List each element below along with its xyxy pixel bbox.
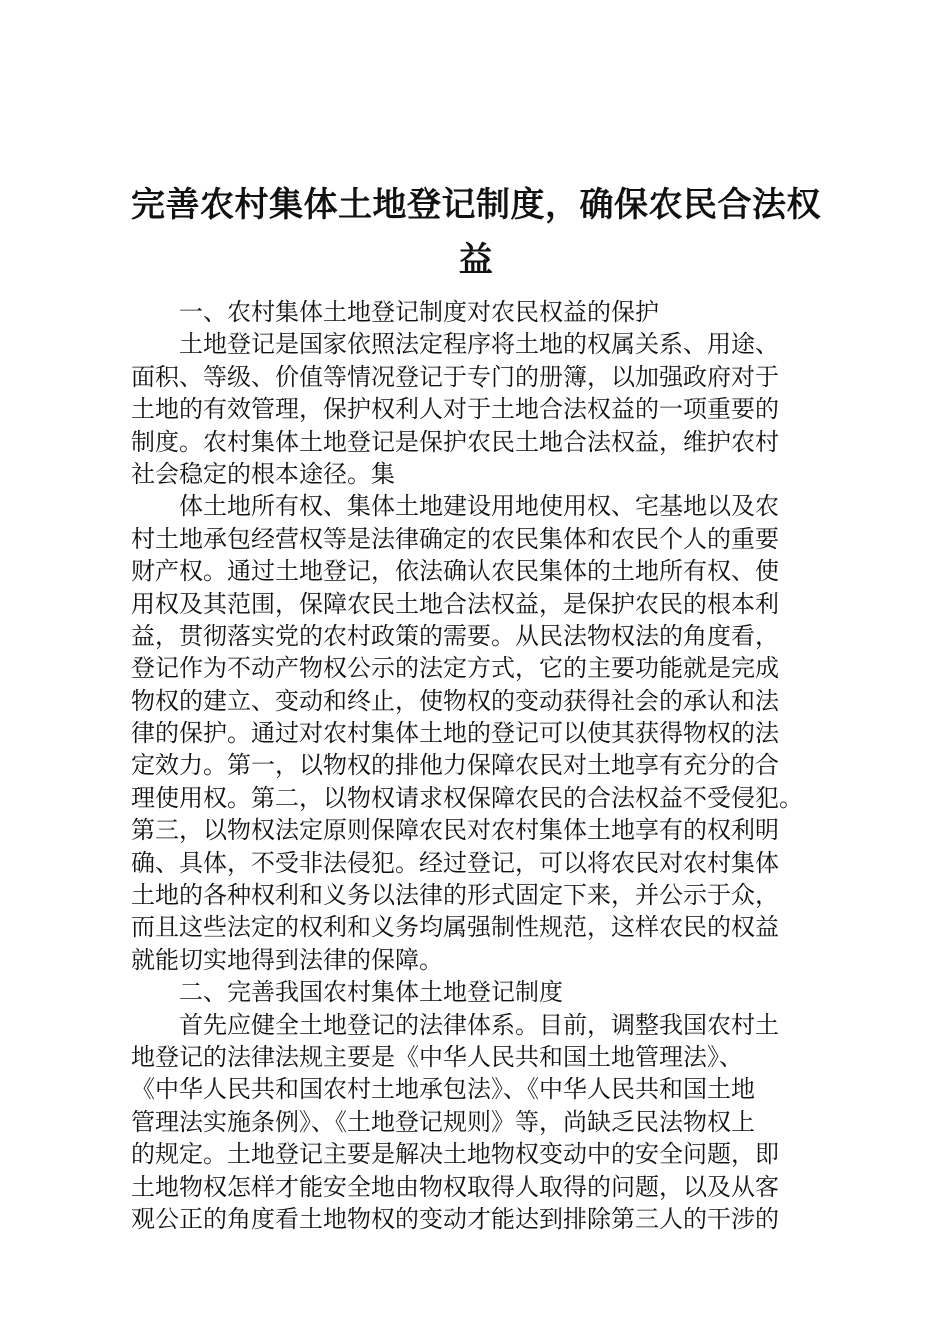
body-text-line: 村土地承包经营权等是法律确定的农民集体和农民个人的重要 [131, 524, 779, 553]
body-text-line: 用权及其范围，保障农民土地合法权益，是保护农民的根本利 [131, 589, 779, 618]
body-text-line: 首先应健全土地登记的法律体系。目前，调整我国农村土 [179, 1010, 779, 1039]
body-text-line: 益，贯彻落实党的农村政策的需要。从民法物权法的角度看， [131, 621, 779, 650]
body-text-line: 确、具体，不受非法侵犯。经过登记，可以将农民对农村集体 [131, 848, 779, 877]
body-text-line: 管理法实施条例》、《土地登记规则》等，尚缺乏民法物权上 [131, 1107, 755, 1136]
body-text-line: 地登记的法律法规主要是《中华人民共和国土地管理法》、 [131, 1042, 743, 1071]
body-text-line: 面积、等级、价值等情况登记于专门的册簿，以加强政府对于 [131, 362, 779, 391]
body-text-line: 二、完善我国农村集体土地登记制度 [179, 978, 563, 1007]
body-text-line: 体土地所有权、集体土地建设用地使用权、宅基地以及农 [179, 492, 779, 521]
body-text-line: 《中华人民共和国农村土地承包法》、《中华人民共和国土地 [131, 1075, 755, 1104]
document-body [131, 296, 831, 1235]
body-text-line: 制度。农村集体土地登记是保护农民土地合法权益，维护农村 [131, 427, 779, 456]
document-title [120, 178, 832, 288]
body-text-line: 而且这些法定的权利和义务均属强制性规范，这样农民的权益 [131, 913, 779, 942]
body-text-line: 社会稳定的根本途径。集 [131, 459, 395, 488]
body-text-line: 登记作为不动产物权公示的法定方式，它的主要功能就是完成 [131, 654, 779, 683]
body-text-line: 第三，以物权法定原则保障农民对农村集体土地享有的权利明 [131, 816, 779, 845]
body-text-line: 的规定。土地登记主要是解决土地物权变动中的安全问题，即 [131, 1140, 779, 1169]
body-text-line: 律的保护。通过对农村集体土地的登记可以使其获得物权的法 [131, 719, 779, 748]
body-text-line: 一、农村集体土地登记制度对农民权益的保护 [179, 298, 659, 326]
body-text-line: 就能切实地得到法律的保障。 [131, 945, 443, 974]
body-text-line: 定效力。第一，以物权的排他力保障农民对土地享有充分的合 [131, 751, 779, 780]
body-text-line: 土地登记是国家依照法定程序将土地的权属关系、用途、 [179, 330, 779, 359]
body-text-line: 土地的有效管理，保护权利人对于土地合法权益的一项重要的 [131, 395, 779, 424]
body-text-line: 观公正的角度看土地物权的变动才能达到排除第三人的干涉的 [131, 1204, 779, 1233]
body-text-line: 物权的建立、变动和终止，使物权的变动获得社会的承认和法 [131, 686, 779, 715]
body-text-line: 土地物权怎样才能安全地由物权取得人取得的问题，以及从客 [131, 1172, 779, 1201]
body-text-line: 财产权。通过土地登记，依法确认农民集体的土地所有权、使 [131, 557, 779, 586]
body-text-line: 理使用权。第二，以物权请求权保障农民的合法权益不受侵犯。 [131, 783, 803, 812]
title-line: 完善农村集体土地登记制度，确保农民合法权 [131, 185, 821, 225]
body-text-line: 土地的各种权利和义务以法律的形式固定下来，并公示于众， [131, 881, 779, 910]
title-line: 益 [458, 240, 494, 280]
